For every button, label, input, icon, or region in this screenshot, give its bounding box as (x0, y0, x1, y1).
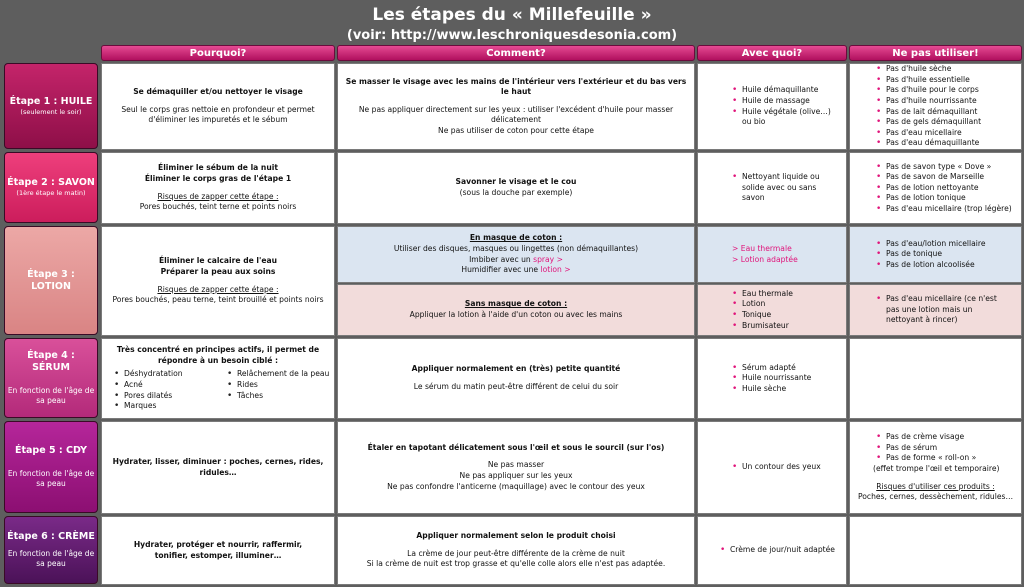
lotion-how-no-mask (337, 284, 695, 336)
cdy-how-title: Étaler en tapotant délicatement sous l'œil et sous le sourcil (sur l'os) (367, 442, 665, 452)
stage-name: Étape 5 : CDY (14, 445, 88, 456)
serum-needs-col1 (114, 369, 217, 411)
cdy-how-text1: Ne pas masser (487, 460, 545, 470)
list-item: • Pas de crème visage (876, 432, 1015, 443)
savon-avoid (849, 152, 1022, 224)
serum-needs-col2 (227, 369, 330, 411)
stage-5-label (4, 421, 98, 513)
list-item: • Pas d'huile pour le corps (876, 85, 1015, 96)
savon-how-title: Savonner le visage et le cou (455, 177, 577, 187)
list-item: • Eau thermale (732, 289, 840, 300)
cdy-avoid (849, 421, 1022, 514)
list-item: • Pas de lotion tonique (876, 193, 1015, 204)
stage-name: Étape 6 : CRÈME (7, 531, 95, 542)
cdy-why-title: Hydrater, lisser, diminuer : poches, cernes, rides, ridules… (112, 456, 324, 477)
huile-how-title: Se masser le visage avec les mains de l'intérieur vers l'extérieur et du bas vers le haut (345, 76, 687, 97)
lotion-mask-spray (469, 255, 563, 266)
creme-how-text1: La crème de jour peut-être différente de la crème de nuit (407, 548, 625, 558)
cdy-risk-title: Risques d'utiliser ces produits : (876, 481, 995, 491)
list-item: • Pas d'eau micellaire (876, 128, 1015, 139)
stage-name: Étape 2 : SAVON (7, 177, 95, 188)
list-item: • Lotion (732, 299, 840, 310)
list-item: • Pas de lait démaquillant (876, 107, 1015, 118)
lotion-risk-title: Risques de zapper cette étape : (157, 284, 279, 294)
list-item: • Pas d'huile sèche (876, 64, 1015, 75)
page-subtitle: (voir: http://www.leschroniquesdesonia.com) (346, 28, 678, 43)
lotion-nomask-text: Appliquer la lotion à l'aide d'un coton ou avec les mains (409, 310, 623, 319)
list-item: • Pas de tonique (876, 249, 1015, 260)
list-item: • Pas de sérum (876, 443, 1015, 454)
list-item: > Lotion adaptée (732, 254, 798, 264)
cdy-how (337, 421, 695, 514)
savon-why-title2: Éliminer le corps gras de l'étape 1 (144, 173, 292, 183)
serum-avoid (849, 338, 1022, 419)
list-item: • Pas de forme « roll-on » (876, 453, 1015, 464)
creme-avoid (849, 516, 1022, 585)
serum-with-list (732, 363, 840, 395)
spray-prefix: Imbiber avec un (469, 254, 534, 264)
huile-avoid-list (876, 64, 1015, 149)
list-item: • Huile démaquillante (732, 85, 840, 96)
savon-risk-text: Pores bouchés, teint terne et points noirs (139, 202, 297, 212)
lotion-risk-text: Pores bouchés, peau terne, teint brouillé et points noirs (112, 295, 324, 305)
huile-why-text: Seul le corps gras nettoie en profondeur et permet d'éliminer les impuretés et le sébum (121, 104, 315, 125)
creme-why-title: Hydrater, protéger et nourrir, raffermir, tonifier, estomper, illuminer… (133, 539, 303, 560)
serum-how-text: Le sérum du matin peut-être différent de celui du soir (413, 382, 619, 391)
cdy-with-list (732, 462, 840, 473)
huile-with-list (732, 85, 840, 127)
list-item: • Pas d'eau/lotion micellaire (876, 239, 1015, 250)
huile-with (697, 63, 847, 150)
stage-name: Étape 4 : SÉRUM (27, 350, 75, 373)
cdy-risk-text: Poches, cernes, dessèchement, ridules… (857, 492, 1014, 502)
list-item: • Pas d'eau micellaire (ce n'est pas une lotion mais un nettoyant à rincer) (876, 294, 1007, 326)
list-item: • Huile sèche (732, 384, 840, 395)
list-item: • Relâchement de la peau (227, 369, 330, 380)
cdy-how-text2: Ne pas appliquer sur les yeux (459, 471, 573, 480)
serum-how-title: Appliquer normalement en (très) petite quantité (411, 364, 621, 374)
lotion-why-title2: Préparer la peau aux soins (160, 266, 276, 276)
stage-sub: En fonction de l'âge de sa peau (7, 469, 95, 488)
creme-how (337, 516, 695, 585)
cdy-how-text3: Ne pas confondre l'anticerne (maquillage) avec le contour des yeux (387, 481, 645, 491)
title-area (0, 0, 1024, 45)
serum-with (697, 338, 847, 419)
list-item: • Pores dilatés (114, 391, 217, 402)
creme-how-title: Appliquer normalement selon le produit choisi (416, 531, 616, 541)
lotion-avoid-mask (849, 226, 1022, 283)
stage-3-label (4, 226, 98, 335)
huile-why (101, 63, 335, 150)
list-item: • Pas d'eau micellaire (trop légère) (876, 204, 1015, 215)
list-item: • Pas de lotion nettoyante (876, 183, 1015, 194)
list-item: • Pas d'huile essentielle (876, 75, 1015, 86)
creme-with-list (720, 545, 840, 556)
serum-how (337, 338, 695, 419)
list-item: • Huile végétale (olive…) ou bio (732, 107, 840, 128)
humid-prefix: Humidifier avec une (461, 265, 541, 275)
lotion-mask-text: Utiliser des disques, masques ou lingettes (non démaquillantes) (393, 243, 639, 253)
list-item: • Un contour des yeux (732, 462, 840, 473)
list-item: • Crème de jour/nuit adaptée (720, 545, 840, 556)
list-item: • Déshydratation (114, 369, 217, 380)
list-item: • Pas d'huile nourrissante (876, 96, 1015, 107)
stage-4-label (4, 338, 98, 418)
page-title: Les étapes du « Millefeuille » (372, 5, 652, 25)
cdy-avoid-note: (effet trompe l'œil et temporaire) (873, 464, 1000, 473)
creme-why (101, 516, 335, 585)
stage-name: Étape 3 : LOTION (27, 268, 75, 292)
savon-with (697, 152, 847, 224)
header-avec-quoi: Avec quoi? (697, 45, 847, 61)
lotion-avoid-no-mask (849, 284, 1022, 336)
savon-risk-title: Risques de zapper cette étape : (157, 191, 279, 201)
huile-avoid (849, 63, 1022, 150)
savon-avoid-list (876, 162, 1015, 215)
header-comment: Comment? (337, 45, 695, 61)
huile-how-text1: Ne pas appliquer directement sur les yeux : utiliser l'excédent d'huile pour masser délicatement (358, 104, 674, 125)
list-item: • Pas de savon de Marseille (876, 172, 1015, 183)
lotion-why-title1: Éliminer le calcaire de l'eau (158, 256, 278, 266)
list-item: • Acné (114, 380, 217, 391)
lotion-avoid-list-a (876, 239, 1015, 271)
list-item: > Eau thermale (732, 243, 792, 253)
stage-2-label (4, 152, 98, 223)
lotion-with-mask (697, 226, 847, 283)
lotion-with-list-b (732, 289, 840, 331)
lotion-mask-title: En masque de coton : (469, 233, 563, 243)
huile-how (337, 63, 695, 150)
list-item: • Huile de massage (732, 96, 840, 107)
list-item: • Brumisateur (732, 321, 840, 332)
cdy-avoid-list (876, 432, 1015, 464)
list-item: • Nettoyant liquide ou solide avec ou sans savon (732, 172, 840, 204)
list-item: • Rides (227, 380, 330, 391)
list-item: • Pas de savon type « Dove » (876, 162, 1015, 173)
cdy-with (697, 421, 847, 514)
list-item: • Sérum adapté (732, 363, 840, 374)
list-item: • Tâches (227, 391, 330, 402)
huile-how-text2: Ne pas utiliser de coton pour cette étape (438, 125, 594, 135)
lotion-how-with-mask (337, 226, 695, 283)
savon-how (337, 152, 695, 224)
list-item: • Marques (114, 401, 217, 412)
lotion-mask-humid (461, 265, 570, 276)
savon-how-text: (sous la douche par exemple) (459, 188, 573, 197)
creme-with (697, 516, 847, 585)
header-pourquoi: Pourquoi? (101, 45, 335, 61)
list-item: • Pas d'eau démaquillante (876, 138, 1015, 149)
stage-sub: En fonction de l'âge de sa peau (7, 386, 95, 405)
stage-sub: (seulement le soir) (20, 107, 82, 116)
lotion-link: lotion > (540, 265, 571, 275)
lotion-why (101, 226, 335, 336)
creme-how-text2: Si la crème de nuit est trop grasse et qu'elle colle alors elle n'est pas adaptée. (366, 559, 666, 569)
lotion-with-no-mask (697, 284, 847, 336)
stage-1-label (4, 63, 98, 149)
stage-sub: (1ère étape le matin) (16, 189, 86, 197)
list-item: • Tonique (732, 310, 840, 321)
spray-link: spray > (533, 254, 563, 264)
savon-with-list (732, 172, 840, 204)
savon-why (101, 152, 335, 224)
lotion-nomask-title: Sans masque de coton : (464, 299, 568, 309)
huile-why-title: Se démaquiller et/ou nettoyer le visage (133, 87, 303, 97)
stage-6-label (4, 516, 98, 584)
serum-why (101, 338, 335, 419)
stage-name: Étape 1 : HUILE (9, 95, 93, 107)
list-item: • Pas de gels démaquillant (876, 117, 1015, 128)
serum-why-title: Très concentré en principes actifs, il permet de répondre à un besoin ciblé : (116, 345, 320, 365)
list-item: • Pas de lotion alcoolisée (876, 260, 1015, 271)
savon-why-title1: Éliminer le sébum de la nuit (158, 163, 278, 173)
cdy-why (101, 421, 335, 514)
header-ne-pas-utiliser: Ne pas utiliser! (849, 45, 1022, 61)
lotion-avoid-list-b (876, 294, 1007, 326)
list-item: • Huile nourrissante (732, 373, 840, 384)
stage-sub: En fonction de l'âge de sa peau (7, 549, 95, 568)
serum-needs (106, 369, 330, 411)
